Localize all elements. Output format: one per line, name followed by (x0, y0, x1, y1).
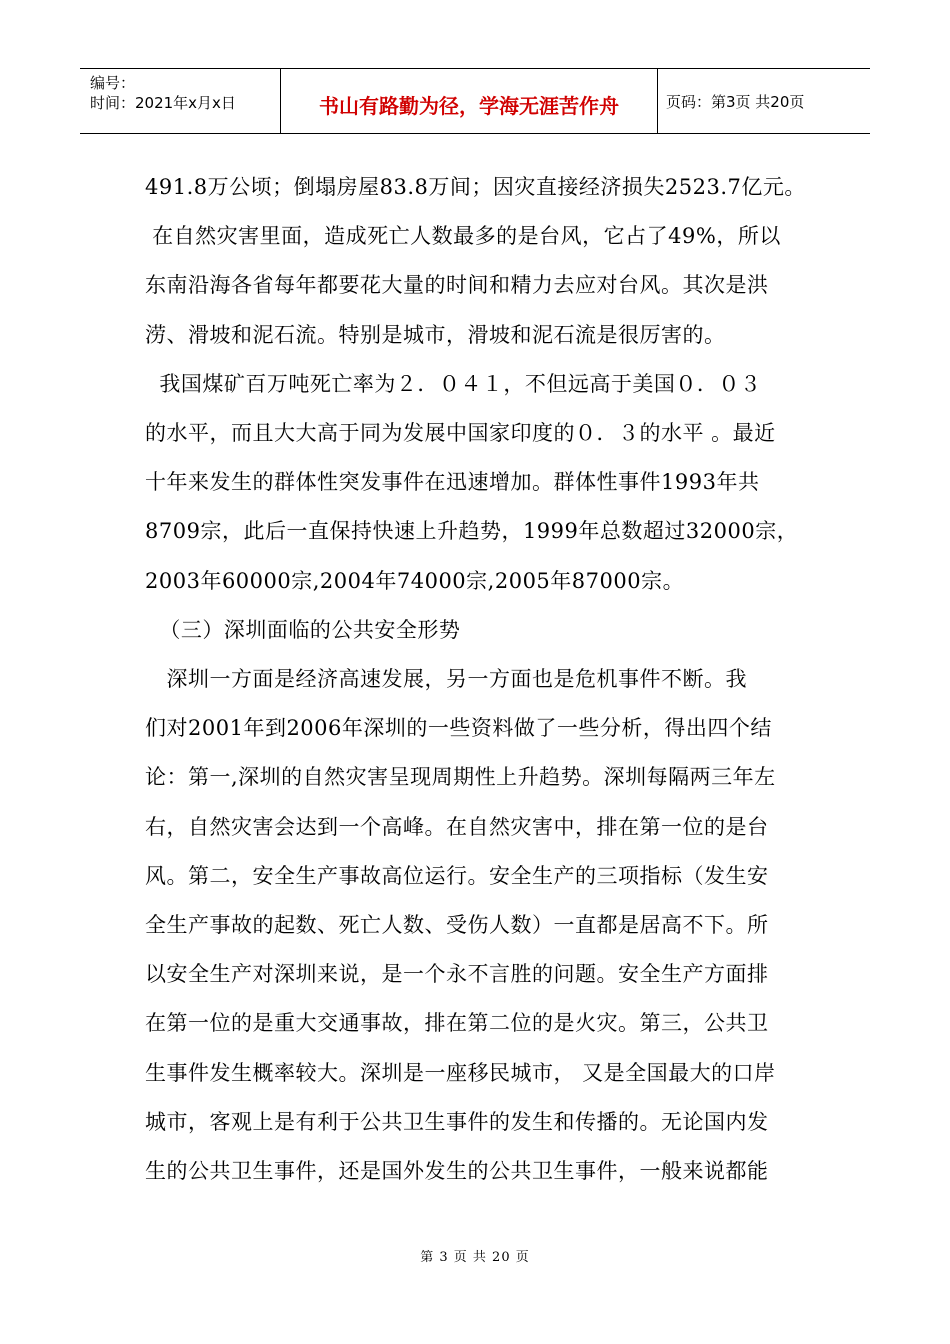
text-line: 涝、滑坡和泥石流。特别是城市，滑坡和泥石流是很厉害的。 (145, 322, 726, 347)
text-line: 491.8万公顷；倒塌房屋83.8万间；因灾直接经济损失2523.7亿元。 (145, 175, 806, 199)
text-line: 论：第一,深圳的自然灾害呈现周期性上升趋势。深圳每隔两三年左 (145, 765, 776, 790)
text-line: 右，自然灾害会达到一个高峰。在自然灾害中，排在第一位的是台 (145, 814, 769, 839)
text-line: 8709宗，此后一直保持快速上升趋势，1999年总数超过32000宗， (145, 519, 799, 544)
document-body (145, 163, 821, 1196)
text-line: 十年来发生的群体性突发事件在迅速增加。群体性事件1993年共 (145, 470, 760, 495)
text-line: 全生产事故的起数、死亡人数、受伤人数）一直都是居高不下。所 (145, 913, 769, 938)
text-line: 的水平，而且大大高于同为发展中国家印度的０．３的水平 。最近 (145, 421, 776, 446)
document-header (80, 68, 870, 134)
text-line: 以安全生产对深圳来说，是一个永不言胜的问题。安全生产方面排 (145, 962, 769, 987)
text-line: 2003年60000宗,2004年74000宗,2005年87000宗。 (145, 568, 685, 593)
header-page-info: 页码：第3页 共20页 (666, 92, 805, 111)
page-footer: 第 3 页 共 20 页 (420, 1250, 530, 1265)
header-meta (80, 69, 281, 133)
text-line: 在自然灾害里面，造成死亡人数最多的是台风，它占了49%，所以 (145, 224, 781, 249)
text-line: 城市，客观上是有利于公共卫生事件的发生和传播的。无论国内发 (145, 1109, 769, 1134)
text-line: 生事件发生概率较大。深圳是一座移民城市， 又是全国最大的口岸 (145, 1060, 776, 1085)
text-line: 在第一位的是重大交通事故，排在第二位的是火灾。第三，公共卫 (145, 1011, 769, 1036)
section-heading: （三）深圳面临的公共安全形势 (145, 617, 461, 642)
text-line: 我国煤矿百万吨死亡率为２．０４１，不但远高于美国０．０３ (145, 371, 762, 396)
text-line: 深圳一方面是经济高速发展，另一方面也是危机事件不断。我 (145, 667, 748, 692)
header-motto: 书山有路勤为径，学海无涯苦作舟 (281, 69, 658, 133)
text-line: 东南沿海各省每年都要花大量的时间和精力去应对台风。其次是洪 (145, 273, 769, 298)
text-line: 们对2001年到2006年深圳的一些资料做了一些分析，得出四个结 (145, 716, 772, 741)
text-line: 风。第二，安全生产事故高位运行。安全生产的三项指标（发生安 (145, 863, 769, 888)
document-number-label: 编号： (90, 74, 136, 92)
document-date-label: 时间：2021年x月x日 (90, 94, 236, 112)
text-line: 生的公共卫生事件，还是国外发生的公共卫生事件，一般来说都能 (145, 1159, 769, 1184)
